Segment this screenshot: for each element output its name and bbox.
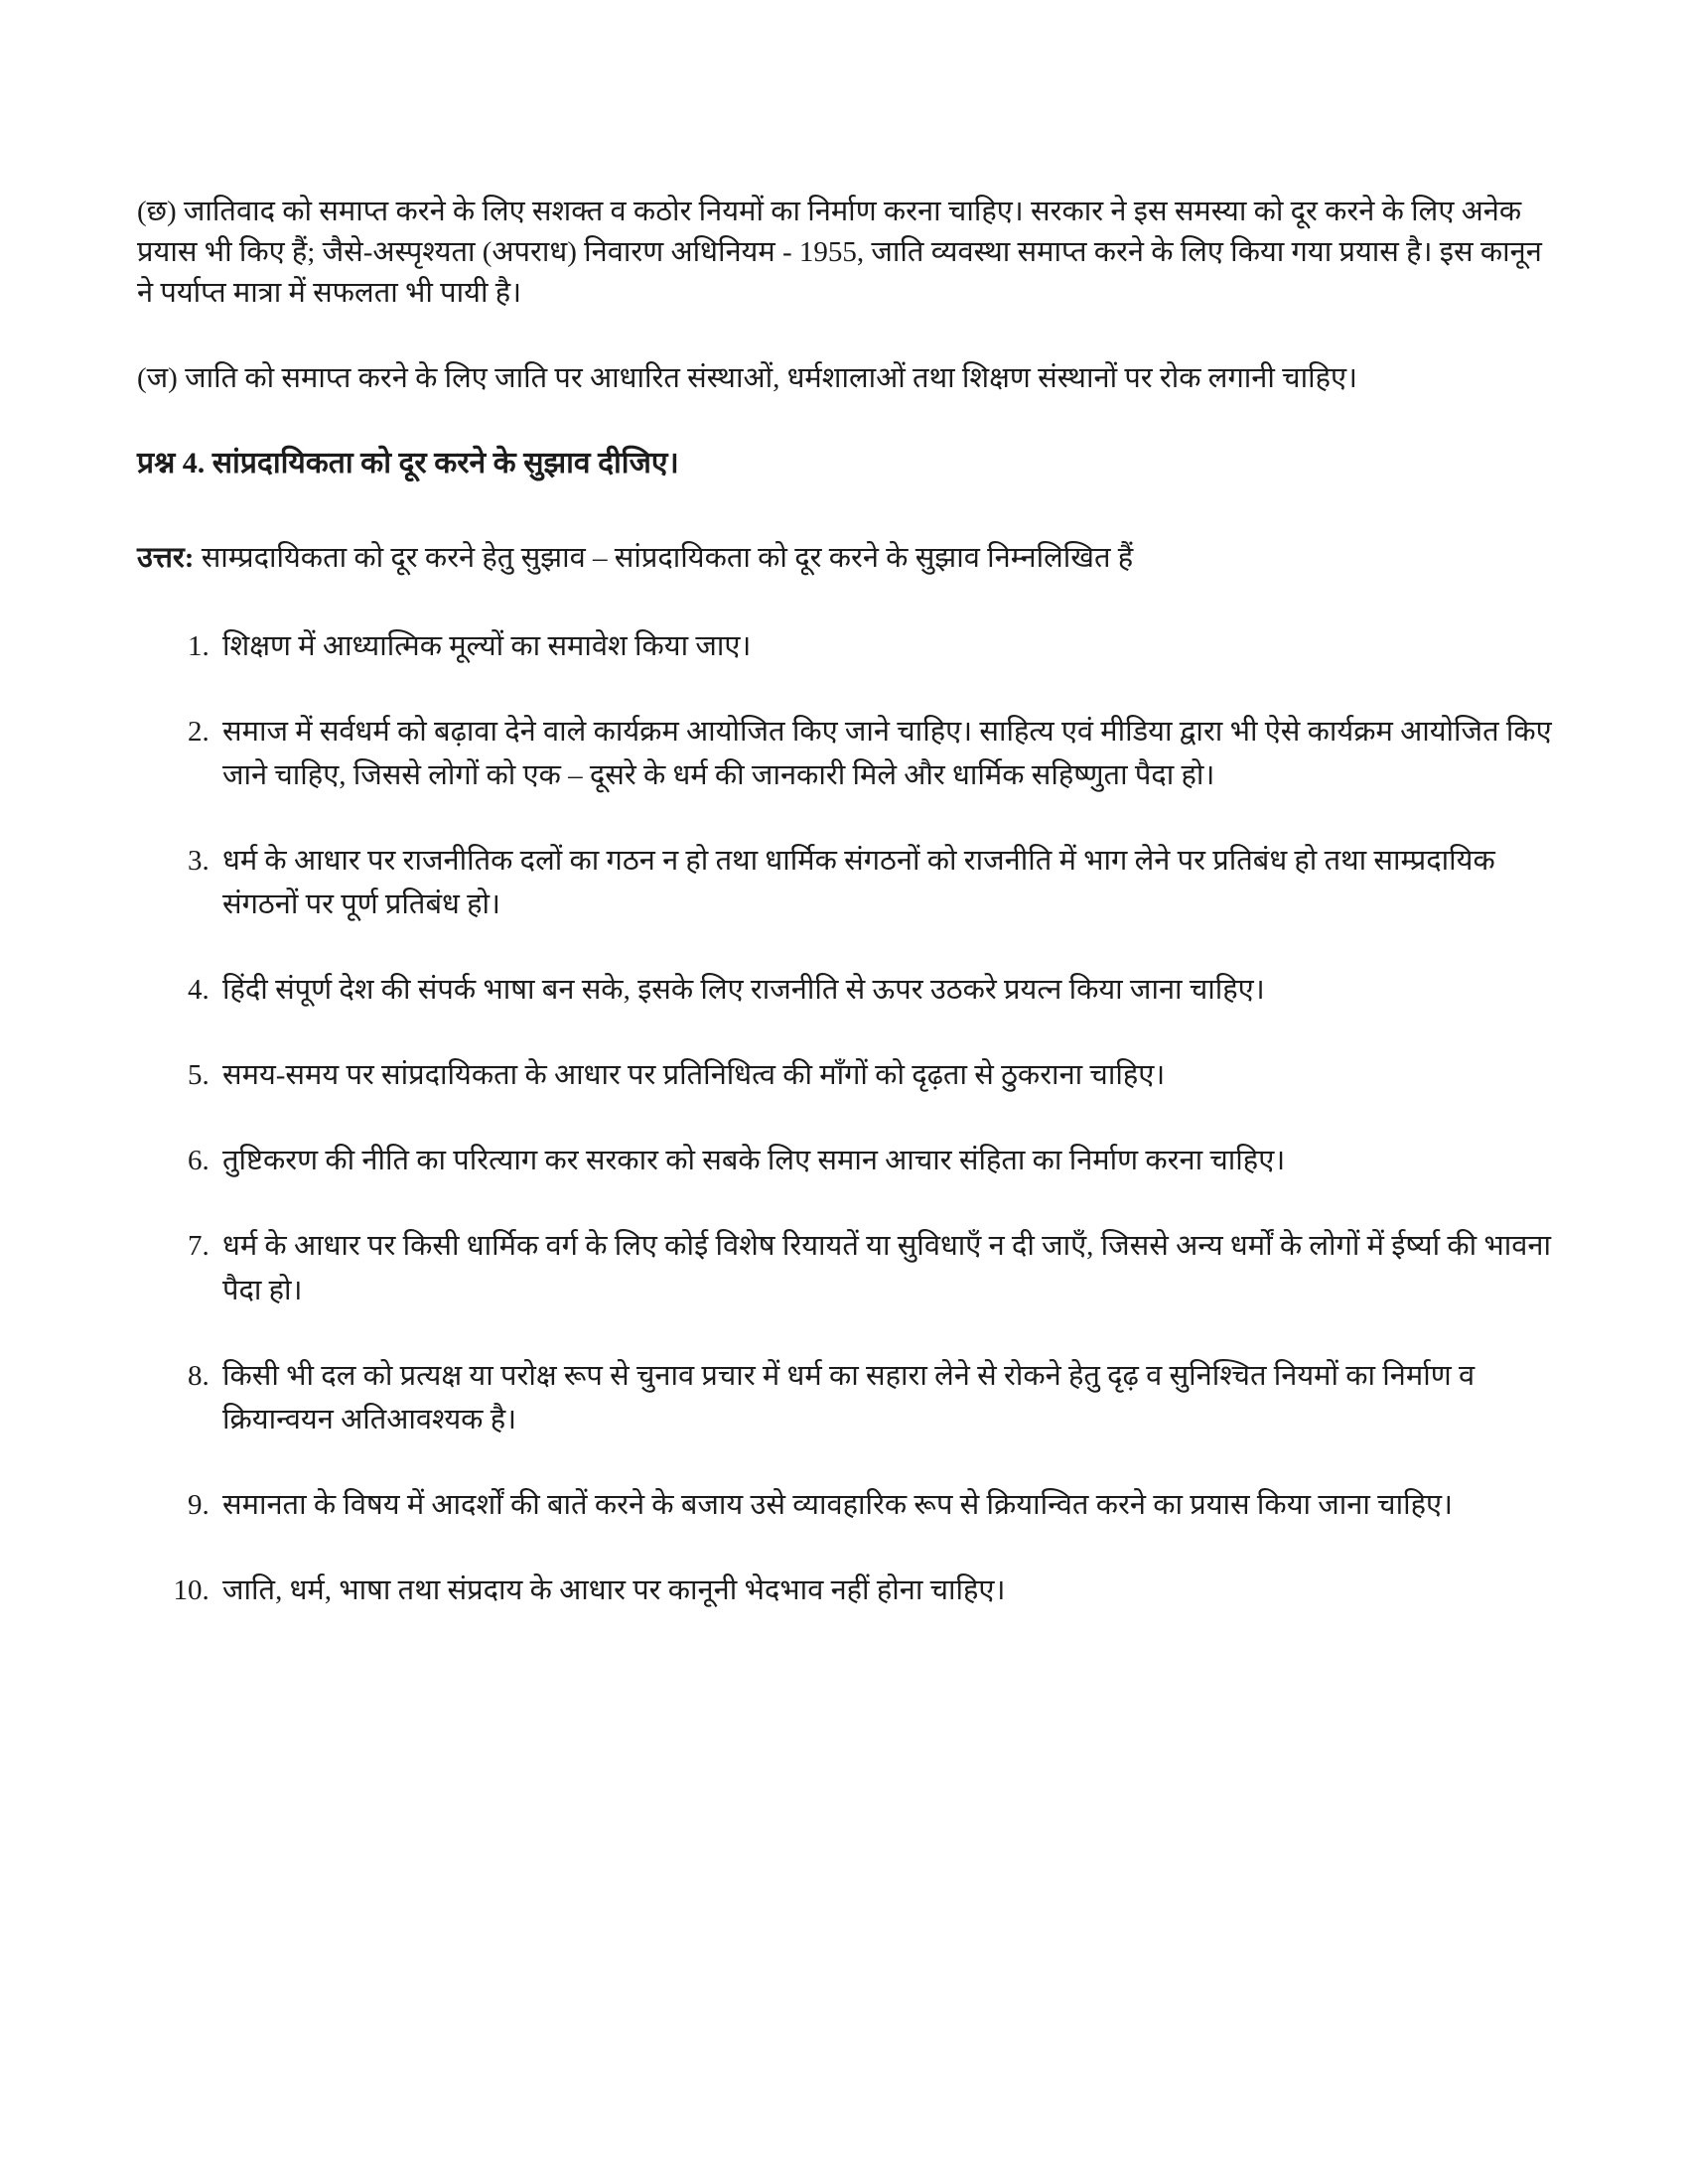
suggestion-item-5: 5. समय-समय पर सांप्रदायिकता के आधार पर प्रतिनिधित्व की माँगों को दृढ़ता से ठुकराना चाहिए। <box>216 1053 1557 1097</box>
suggestion-item-9: 9. समानता के विषय में आदर्शों की बातें करने के बजाय उसे व्यावहारिक रूप से क्रियान्वित करने का प्रयास किया जाना चाहिए। <box>216 1483 1557 1527</box>
paragraph-ja: (ज) जाति को समाप्त करने के लिए जाति पर आधारित संस्थाओं, धर्मशालाओं तथा शिक्षण संस्थानों पर रोक लगानी चाहिए। <box>137 361 1358 394</box>
question-label: प्रश्न 4. <box>137 446 206 479</box>
answer-label: उत्तर: <box>137 541 195 574</box>
suggestion-item-2: 2. समाज में सर्वधर्म को बढ़ावा देने वाले कार्यक्रम आयोजित किए जाने चाहिए। साहित्य एवं मीडिया द्वारा भी ऐसे कार्यक्रम आयोजित किए जाने चाहिए, जिससे लोगों को एक – दूसरे के धर्म की जानकारी मिले और धार्मिक सहिष्णुता पैदा हो। <box>216 710 1557 797</box>
suggestion-item-3: 3. धर्म के आधार पर राजनीतिक दलों का गठन न हो तथा धार्मिक संगठनों को राजनीति में भाग लेने पर प्रतिबंध हो तथा साम्प्रदायिक संगठनों पर पूर्ण प्रतिबंध हो। <box>216 839 1557 926</box>
paragraph-chha: (छ) जातिवाद को समाप्त करने के लिए सशक्त व कठोर नियमों का निर्माण करना चाहिए। सरकार ने इस समस्या को दूर करने के लिए अनेक प्रयास भी किए हैं; जैसे-अस्पृश्यता (अपराध) निवारण अधिनियम - 1955, जाति व्यवस्था समाप्त करने के लिए किया गया प्रयास है। इस कानून ने पर्याप्त मात्रा में सफलता भी पायी है। <box>137 196 1542 310</box>
question-text: सांप्रदायिकता को दूर करने के सुझाव दीजिए। <box>211 446 679 479</box>
suggestion-item-1: 1. शिक्षण में आध्यात्मिक मूल्यों का समावेश किया जाए। <box>216 624 1557 668</box>
suggestion-item-8: 8. किसी भी दल को प्रत्यक्ष या परोक्ष रूप से चुनाव प्रचार में धर्म का सहारा लेने से रोकने हेतु दृढ़ व सुनिश्चित नियमों का निर्माण व क्रियान्वयन अतिआवश्यक है। <box>216 1354 1557 1441</box>
suggestion-item-10: 10. जाति, धर्म, भाषा तथा संप्रदाय के आधार पर कानूनी भेदभाव नहीं होना चाहिए। <box>216 1569 1557 1612</box>
suggestion-item-4: 4. हिंदी संपूर्ण देश की संपर्क भाषा बन सके, इसके लिए राजनीति से ऊपर उठकरे प्रयत्न किया जाना चाहिए। <box>216 968 1557 1012</box>
suggestion-item-6: 6. तुष्टिकरण की नीति का परित्याग कर सरकार को सबके लिए समान आचार संहिता का निर्माण करना चाहिए। <box>216 1139 1557 1182</box>
question-heading <box>137 443 1557 484</box>
answer-intro: साम्प्रदायिकता को दूर करने हेतु सुझाव – सांप्रदायिकता को दूर करने के सुझाव निम्नलिखित हैं <box>201 541 1134 574</box>
suggestions-list <box>137 624 1557 1612</box>
answer-paragraph <box>137 538 1557 579</box>
suggestion-item-7: 7. धर्म के आधार पर किसी धार्मिक वर्ग के लिए कोई विशेष रियायतें या सुविधाएँ न दी जाएँ, जिससे अन्य धर्मों के लोगों में ईर्ष्या की भावना पैदा हो। <box>216 1224 1557 1311</box>
